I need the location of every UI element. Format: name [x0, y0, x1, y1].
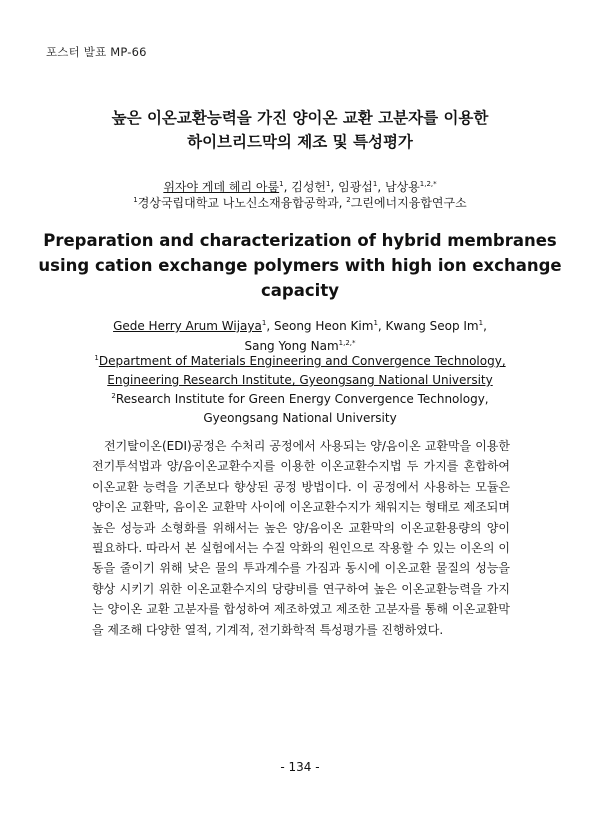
korean-author-name: 남상용 [385, 180, 420, 194]
english-author-separator: , [483, 319, 487, 333]
english-affiliation-2-line-1 [0, 390, 600, 409]
english-affiliation-text: Engineering Research Institute, Gyeongsang National University [107, 373, 493, 387]
korean-author-superscript: 1 [372, 180, 378, 188]
korean-affiliation-text: 그린에너지융합연구소 [350, 196, 467, 210]
english-author-name: Seong Heon Kim [273, 319, 374, 333]
english-affiliation-2-line-2: Gyeongsang National University [203, 411, 397, 425]
english-affiliation-text: Department of Materials Engineering and Convergence Technology, [98, 354, 506, 368]
english-author-separator: , [266, 319, 274, 333]
korean-affiliation-superscript: 1 [133, 196, 138, 204]
english-author-separator: , [377, 319, 386, 333]
korean-author-name: 위자야 게데 헤리 아룸 [163, 180, 280, 194]
english-author-superscript: 1 [478, 319, 484, 327]
english-affiliations [0, 352, 600, 428]
korean-affiliation-text: 경상국립대학교 나노신소재융합공학과 [137, 196, 339, 210]
korean-author-separator: , [377, 180, 386, 194]
korean-affiliations [0, 194, 600, 212]
english-authors-line-1 [0, 316, 600, 336]
korean-title-line-2: 하이브리드막의 제조 및 특성평가 [187, 133, 413, 151]
korean-author-superscript: 1,2,* [419, 180, 437, 188]
korean-affiliation-superscript: 2 [346, 196, 351, 204]
english-title-line-2: using cation exchange polymers with high ion exchange [38, 256, 562, 275]
korean-author-superscript: 1 [326, 180, 331, 188]
english-title-line-3: capacity [261, 281, 339, 300]
english-affiliation-superscript: 1 [94, 354, 99, 362]
english-author-superscript: 1,2,* [338, 339, 356, 347]
english-title-line-1: Preparation and characterization of hybrid membranes [43, 231, 557, 250]
english-author-superscript: 1 [373, 319, 378, 327]
korean-author-name: 김성헌 [291, 180, 327, 194]
english-author-superscript: 1 [261, 319, 267, 327]
korean-author-separator: , [330, 180, 339, 194]
english-affiliation-1-line-2 [0, 371, 600, 390]
abstract [92, 436, 510, 640]
korean-author-separator: , [283, 180, 292, 194]
english-affiliation-superscript: 2 [111, 392, 116, 400]
page-number: - 134 - [280, 760, 320, 774]
english-title [0, 228, 600, 303]
poster-session-label: 포스터 발표 MP-66 [46, 45, 147, 59]
korean-title [0, 106, 600, 154]
english-affiliation-1-line-1 [0, 352, 600, 371]
korean-author-superscript: 1 [279, 180, 284, 188]
english-authors [0, 316, 600, 356]
korean-author-name: 임광섭 [338, 180, 373, 194]
english-author-name: Gede Herry Arum Wijaya [113, 319, 262, 333]
english-author-name: Sang Yong Nam [244, 339, 339, 353]
korean-title-line-1: 높은 이온교환능력을 가진 양이온 교환 고분자를 이용한 [111, 109, 489, 127]
abstract-paragraph: 전기탈이온(EDI)공정은 수처리 공정에서 사용되는 양/음이온 교환막을 이용한 전기투석법과 양/음이온교환수지를 이용한 이온교환수지법 두 가지를 혼합하여 이온교환 능력을 기존보다 향상된 공정 방법이다. 이 공정에서 사용하는 모듈은 양이온 교환막, 음이온 교환막 사이에 이온교환수지가 채워지는 형태로 제조되며 높은 성능과 소형화를 위해서는 높은 양/음이온 교환막의 이온교환용량의 양이 필요하다. 따라서 본 실험에서는 수질 악화의 원인으로 작용할 수 있는 이온의 이동을 줄이기 위해 낮은 물의 투과계수를 가짐과 동시에 이온교환 물질의 성능을 향상 시키기 위한 이온교환수지의 당량비를 연구하여 높은 이온교환능력을 가지는 양이온 교환 고분자를 합성하여 제조하였고 제조한 고분자를 통해 이온교환막을 제조해 다양한 열적, 기계적, 전기화학적 특성평가를 진행하였다. [92, 439, 510, 637]
english-author-name: Kwang Seop Im [385, 319, 479, 333]
korean-affiliation-separator: , [338, 196, 347, 210]
english-affiliation-text: Research Institute for Green Energy Convergence Technology, [115, 392, 489, 406]
